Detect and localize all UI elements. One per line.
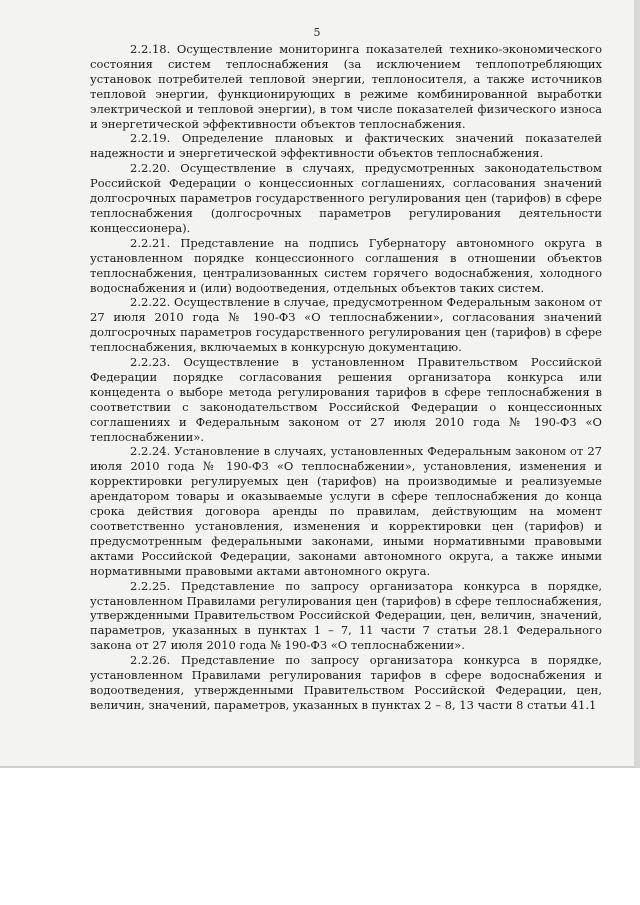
paragraph-2-2-20: 2.2.20. Осуществление в случаях, предусмотренных законодательством Российской Федерации о концессионных соглашениях, согласования значений долгосрочных параметров государственного регулирования цен (тарифов) в сфере теплоснабжения (долгосрочных параметров регулирования деятельности концессионера). — [90, 161, 602, 235]
paragraph-2-2-25: 2.2.25. Представление по запросу организатора конкурса в порядке, установленном Правилами регулирования цен (тарифов) в сфере теплоснабжения, утвержденными Правительством Российской Федерации, цен, величин, значений, параметров, указанных в пунктах 1 – 7, 11 части 7 статьи 28.1 Федерального закона от 27 июля 2010 года № 190-ФЗ «О теплоснабжении». — [90, 578, 602, 653]
paragraph-2-2-19: 2.2.19. Определение плановых и фактических значений показателей надежности и энергетической эффективности объектов теплоснабжения. — [90, 131, 602, 161]
page-number: 5 — [313, 26, 321, 39]
paragraph-2-2-24: 2.2.24. Установление в случаях, установленных Федеральным законом от 27 июля 2010 года № 190-ФЗ «О теплоснабжении», установления, изменения и корректировки регулируемых цен (тарифов) на производимые и реализуемые арендатором товары и оказываемые услуги в сфере теплоснабжения до конца срока действия договора аренды по правилам, действующим на момент соответственно установления, изменения и корректировки цен (тарифов) и предусмотренным федеральными законами, иными нормативными правовыми актами Российской Федерации, законами автономного округа, а также иными нормативными правовыми актами автономного округа. — [90, 444, 602, 578]
paragraph-2-2-18: 2.2.18. Осуществление мониторинга показателей технико-экономического состояния систем теплоснабжения (за исключением теплопотребляющих установок потребителей тепловой энергии, теплоносителя, а также источников тепловой энергии, функционирующих в режиме комбинированной выработки электрической и тепловой энергии), в том числе показателей физического износа и энергетической эффективности объектов теплоснабжения. — [90, 42, 602, 131]
document-body — [90, 42, 602, 713]
paragraph-2-2-23: 2.2.23. Осуществление в установленном Правительством Российской Федерации порядке согласования решения организатора конкурса или концедента о выборе метода регулирования тарифов в сфере теплоснабжения в соответствии с законодательством Российской Федерации о концессионных соглашениях и Федеральным законом от 27 июля 2010 года № 190-ФЗ «О теплоснабжении». — [90, 355, 602, 444]
paragraph-2-2-22: 2.2.22. Осуществление в случае, предусмотренном Федеральным законом от 27 июля 2010 года № 190-ФЗ «О теплоснабжении», согласования значений долгосрочных параметров государственного регулирования цен (тарифов) в сфере теплоснабжения, включаемых в конкурсную документацию. — [90, 295, 602, 355]
paragraph-2-2-26: 2.2.26. Представление по запросу организатора конкурса в порядке, установленном Правилами регулирования тарифов в сфере водоснабжения и водоотведения, утвержденными Правительством Российской Федерации, цен, величин, значений, параметров, указанных в пунктах 2 – 8, 13 части 8 статьи 41.1 — [90, 653, 602, 712]
paragraph-2-2-21: 2.2.21. Представление на подпись Губернатору автономного округа в установленном порядке концессионного соглашения в отношении объектов теплоснабжения, централизованных систем горячего водоснабжения, холодного водоснабжения и (или) водоотведения, отдельных объектов таких систем. — [90, 235, 602, 295]
blank-margin — [0, 768, 640, 905]
